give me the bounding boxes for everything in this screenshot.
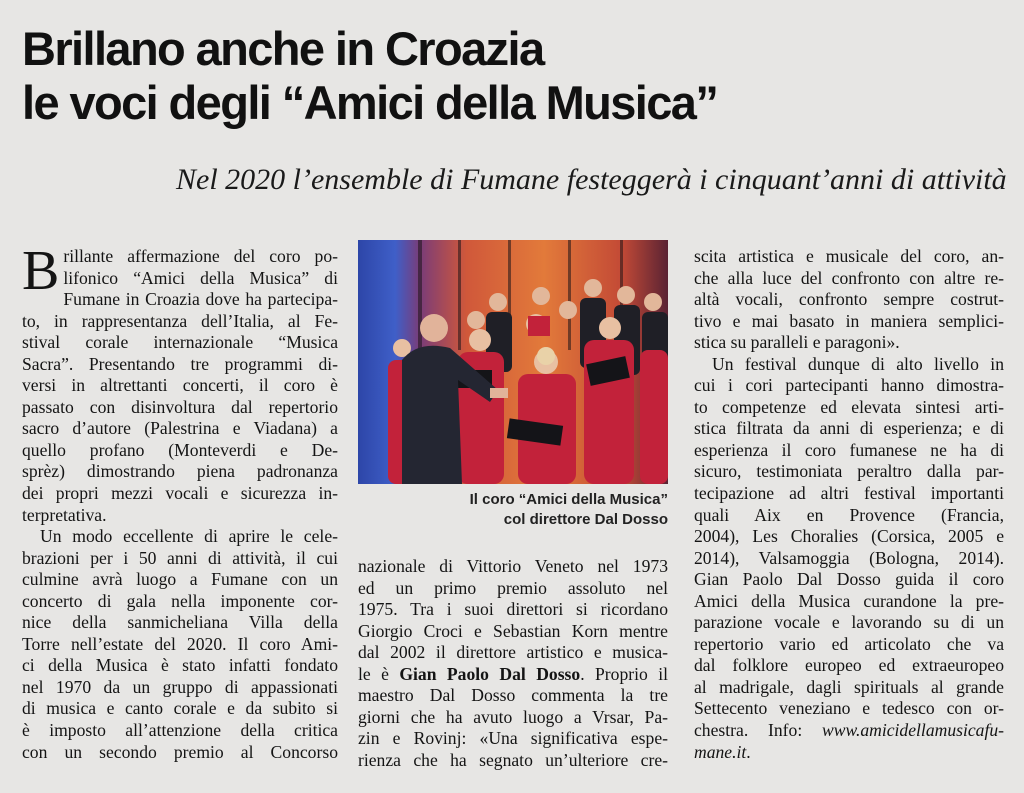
text-line: dei propri mezzi vocali e sicurezza in- [22, 483, 338, 504]
text-line: 2014), Valsamoggia (Bologna, 2014). [694, 547, 1004, 568]
text-line [694, 742, 1004, 764]
text-line: che alla luce del confronto con altre re- [694, 267, 1004, 288]
text-line: sacro d’autore (Palestrina e Viadana) a [22, 418, 338, 439]
text-line: scita artistica e musicale del coro, an- [694, 246, 1004, 266]
text-line: parazione vocale e lavorando su di un [694, 612, 1004, 633]
text-line: cui i cori partecipanti hanno dimostra- [694, 375, 1004, 396]
text-line: lifonico “Amici della Musica” di [63, 267, 338, 288]
text-line: sicuro, testimoniata peraltro dalla par- [694, 461, 1004, 482]
text-line [694, 720, 1004, 742]
text-line: to, in rappresentanza dell’Italia, al Fe- [22, 310, 338, 331]
text-line: giorni che ha avuto luogo a Vrsar, Pa- [358, 706, 668, 727]
text-line: stica su paralleli e paragoni». [694, 332, 900, 353]
text-line: è imposto all’attenzione della critica [22, 720, 338, 741]
column-3 [694, 246, 1004, 763]
headline-line-2: le voci degli “Amici della Musica” [22, 76, 718, 129]
text-line: Amici della Musica curandone la pre- [694, 590, 1004, 611]
text-line: sprèz) dimostrando piena padronanza [22, 461, 338, 482]
text-line: Un modo eccellente di aprire le cele- [40, 526, 338, 547]
text-line: versi in altrettanti concerti, il coro è [22, 375, 338, 396]
text-line: 2004), Les Choralies (Corsica, 2005 e [694, 526, 1004, 547]
headline-line-1: Brillano anche in Croazia [22, 22, 544, 75]
text-line: Giorgio Croci e Sebastian Korn mentre [358, 620, 668, 641]
text-line: tecipazione ad altri festival importanti [694, 483, 1004, 504]
text-line: to competenze ed elevata sintesi arti- [694, 396, 1004, 417]
text-line: rienza che ha segnato un’ulteriore cre- [358, 749, 668, 770]
text-line: quello profano (Monteverdi e De- [22, 439, 338, 460]
text-line: Gian Paolo Dal Dosso guida il coro [694, 569, 1004, 590]
subtitle: Nel 2020 l’ensemble di Fumane festeggerà i cinquant’anni di attività [176, 163, 1007, 196]
drop-cap: B [22, 240, 60, 302]
text-fragment: . [746, 741, 751, 762]
text-line: quali Aix en Provence (Francia, [694, 504, 1004, 525]
text-line: dal folklore europeo ed extraeuropeo [694, 655, 1004, 676]
text-line: tivo e mai basato in maniera semplici- [694, 310, 1004, 331]
text-line: nel 1970 da un gruppo di appassionati [22, 676, 338, 697]
text-line: stival corale internazionale “Musica [22, 332, 338, 353]
text-fragment: le è [358, 663, 400, 684]
text-line: passato con disinvoltura dal repertorio [22, 396, 338, 417]
text-line: dal 2002 il direttore artistico e musica- [358, 642, 668, 663]
text-line: Settecento veneziano e tedesco con or- [694, 698, 1004, 719]
text-line: Un festival dunque di alto livello in [712, 353, 1004, 374]
text-line: esperienza il coro fumanese ne ha di [694, 439, 1004, 460]
text-line: brazioni per i 50 anni di attività, il cui [22, 547, 338, 568]
text-fragment: chestra. Info: [694, 720, 823, 741]
text-line: culmine avrà luogo a Fumane con un [22, 569, 338, 590]
text-line: zin e Rovinj: «Una significativa espe- [358, 728, 668, 749]
text-line: al madrigale, dagli spirituals al grande [694, 676, 1004, 697]
text-line: con un secondo premio al Concorso [22, 741, 338, 762]
text-line: maestro Dal Dosso commenta la tre [358, 685, 668, 706]
text-line: nice della sanmicheliana Villa della [22, 612, 338, 633]
text-line: rillante affermazione del coro po- [63, 246, 338, 266]
text-line: concerto di gala nella imponente cor- [22, 590, 338, 611]
choir-photo [358, 240, 668, 484]
text-line: ci della Musica è stato infatti fondato [22, 655, 338, 676]
website-link[interactable]: www.amicidellamusicafu- [822, 720, 1004, 741]
text-line: Fumane in Croazia dove ha partecipa- [63, 289, 338, 310]
text-line: repertorio vario ed articolato che va [694, 633, 1004, 654]
headline [22, 22, 782, 130]
column-1 [22, 240, 338, 763]
caption-line-2: col direttore Dal Dosso [503, 511, 668, 528]
text-line: terpretativa. [22, 504, 107, 525]
caption-line-1: Il coro “Amici della Musica” [469, 491, 668, 508]
text-fragment: . Proprio il [580, 663, 668, 684]
director-name: Gian Paolo Dal Dosso [399, 663, 581, 684]
text-line: stica filtrata da anni di esperienza; e di [694, 418, 1004, 439]
column-2 [358, 556, 668, 771]
photo-caption [358, 490, 668, 530]
text-line [358, 664, 668, 686]
text-line: Torre nell’estate del 2020. Il coro Ami- [22, 633, 338, 654]
website-link-end[interactable]: mane.it [694, 741, 747, 762]
text-line: di musica e canto corale e da subito si [22, 698, 338, 719]
choir-photo-illustration [358, 240, 668, 484]
text-line: nazionale di Vittorio Veneto nel 1973 [358, 556, 668, 576]
text-line: altà vocali, confronto sempre costrut- [694, 289, 1004, 310]
text-line: ed un primo premio assoluto nel [358, 577, 668, 598]
text-line: Sacra”. Presentando tre programmi di- [22, 353, 338, 374]
text-line: 1975. Tra i suoi direttori si ricordano [358, 599, 668, 620]
